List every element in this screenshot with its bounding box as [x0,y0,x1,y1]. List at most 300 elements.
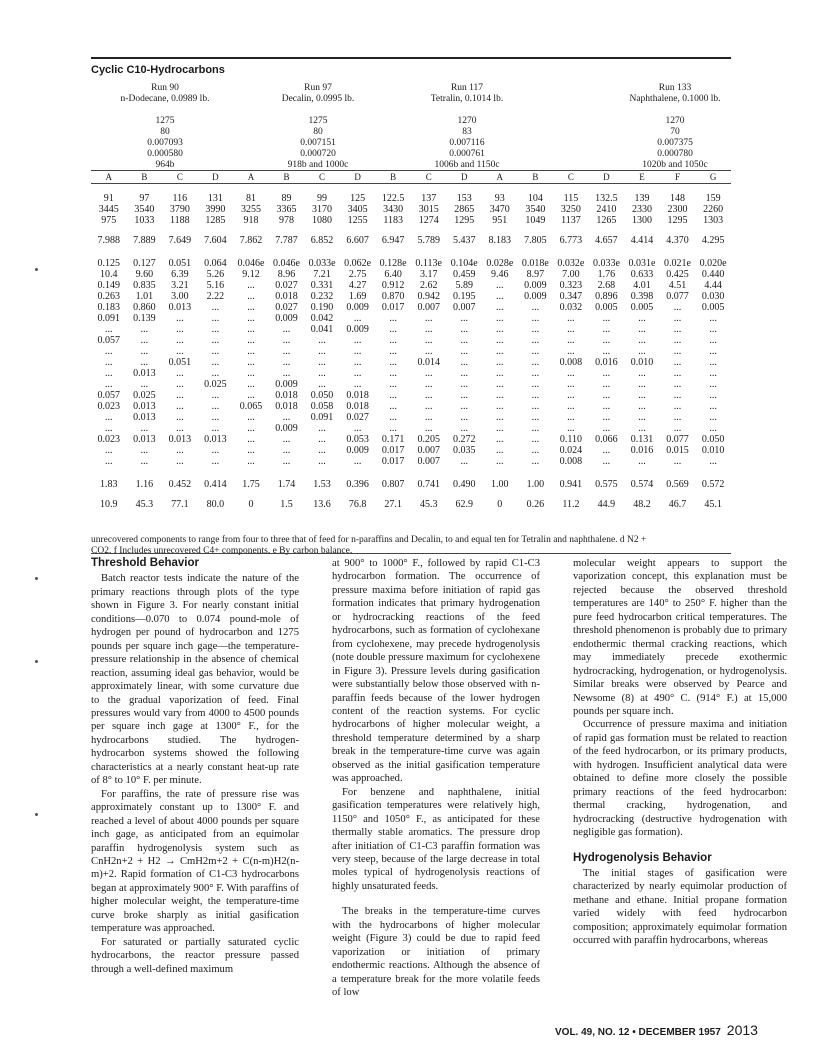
table-cell: 0.131 [630,434,654,445]
table-cell: 0.050 [310,390,334,401]
table-cell: 7.988 [97,235,121,246]
table-cell: 0.171 [381,434,405,445]
table-cell: ... [353,346,362,357]
table-cell: ... [282,456,291,467]
table-cell: 0.896 [595,291,618,302]
table-cell: ... [140,335,149,346]
table-cell: 0.870 [381,291,405,302]
table-cell: ... [602,346,611,357]
table-cell: 0.005 [701,302,725,313]
table-cell: ... [247,357,255,368]
table-cell: ... [460,423,468,434]
table-cell: ... [709,456,717,467]
table-cell: 1255 [347,215,368,226]
table-cell: ... [211,302,220,313]
margin-mark [35,660,38,663]
table-cell: ... [105,368,113,379]
table-row [91,335,731,346]
table-cell: ... [318,423,326,434]
page-number: 2013 [726,1022,758,1038]
table-cell: ... [105,456,113,467]
table-cell: ... [247,291,255,302]
table-cell: 80.0 [206,499,225,510]
run-feed: Decalin, 0.0995 lb. [281,94,355,104]
paragraph: For paraffins, the rate of pressure rise was approximately constant up to 1300° F. and reached a level of about 4000 pounds per square inch gage, as anticipated from an equimolar paraffin hydrogenolysis system such as CnH2n+2 + H2 → CmH2m+2 + C(n-m)H2(n-m)+2. Rapid formation of C1-C3 hydrocarbons began at approximately 900° F. With paraffins of higher molecular weight, the temperature-time curve broke sharply as initial gasification temperature was approached. [91,788,299,935]
table-row [91,499,731,510]
table-cell: 1080 [312,215,333,226]
table-cell: 7.649 [168,235,192,246]
table-cell: 2865 [454,204,475,215]
column-header: C [553,171,589,184]
table-cell: ... [709,357,717,368]
table-cell: 76.8 [348,499,367,510]
table-cell: ... [496,324,504,335]
table-cell: ... [638,456,646,467]
table-cell: ... [140,456,149,467]
table-cell: 1.01 [135,291,154,302]
table-cell: ... [531,335,540,346]
table-cell: 0.033e [592,258,620,269]
table-cell: 8.96 [277,269,296,280]
table-title: Cyclic C10-Hydrocarbons [91,64,225,76]
table-cell: 3540 [134,204,155,215]
table-cell: 0.064 [204,258,227,269]
table-cell: 0.942 [417,291,440,302]
margin-mark [35,268,38,271]
table-cell: ... [318,456,326,467]
table-cell: 7.889 [133,235,156,246]
column-header: G [695,171,731,184]
table-cell: 0.009 [346,445,369,456]
table-cell: ... [496,423,504,434]
table-cell: ... [282,412,291,423]
table-cell: 975 [101,215,117,226]
condition-value: 0.000761 [449,149,485,159]
section-heading: Threshold Behavior [91,557,199,569]
table-cell: 7.604 [204,235,227,246]
table-cell: 0.023 [97,401,121,412]
table-cell: 159 [705,193,721,204]
table-row [91,412,731,423]
table-cell: ... [602,379,611,390]
run-label: Run 90 [151,83,179,93]
table-cell: 0.017 [381,302,405,313]
table-cell: 0.091 [310,412,334,423]
table-cell: ... [638,390,646,401]
table-cell: ... [638,313,646,324]
table-cell: 10.4 [100,269,118,280]
table-cell: 0.027 [275,302,298,313]
table-cell: 0.013 [133,434,156,445]
table-cell: 918 [243,215,259,226]
table-cell: ... [496,335,504,346]
text-column-1 [91,557,299,976]
table-cell: 0.205 [417,434,440,445]
paragraph: The breaks in the temperature-time curves with the hydrocarbons of higher molecular weight (Figure 3) could be due to rapid feed vaporization or initiation of primary endothermic reactions. Although the absence of a temperature break for the more volatile feeds of low [332,906,540,999]
table-cell: ... [496,302,504,313]
row-spacer [91,467,731,479]
table-cell: 0.741 [417,479,440,490]
table-cell: ... [567,346,575,357]
condition-value: 0.000780 [657,149,693,159]
table-cell: 0.035 [452,445,476,456]
table-cell: 0.015 [666,445,689,456]
table-cell: ... [389,368,397,379]
table-cell: 1265 [596,215,617,226]
column-header: C [304,171,340,184]
table-cell: ... [673,335,682,346]
table-cell: 0.125 [97,258,121,269]
table-cell: ... [638,368,646,379]
table-cell: ... [389,390,397,401]
table-cell: 0.031e [628,258,656,269]
table-cell: 0.018 [275,401,298,412]
table-cell: 1033 [134,215,155,226]
table-cell: 0.020e [699,258,727,269]
table-cell: 0.398 [630,291,654,302]
table-cell: 6.39 [171,269,189,280]
table-cell: ... [460,357,468,368]
table-cell: 2.68 [597,280,616,291]
table-cell: ... [389,324,397,335]
table-cell: 125 [350,193,366,204]
table-cell: 4.44 [704,280,722,291]
table-cell: 1.69 [348,291,367,302]
table-cell: ... [709,346,717,357]
table-cell: ... [353,456,362,467]
table-cell: ... [176,346,184,357]
table-cell: 0.014 [417,357,440,368]
table-cell: 8.97 [526,269,545,280]
table-cell: ... [176,324,184,335]
table-cell: 0.941 [559,479,583,490]
row-spacer [91,184,731,194]
table-cell: ... [282,324,291,335]
run-conditions-133 [600,116,750,171]
table-cell: 0.572 [701,479,725,490]
table-cell: ... [496,434,504,445]
table-cell: 0.009 [346,324,369,335]
table-cell: ... [602,445,611,456]
section-heading: Hydrogenolysis Behavior [573,851,712,864]
table-cell: 1.5 [280,499,293,510]
table-cell: ... [673,390,682,401]
table-cell: ... [460,368,468,379]
condition-value: 1006b and 1150c [434,160,500,170]
table-cell: ... [353,368,362,379]
table-cell: 45.3 [135,499,154,510]
table-row [91,456,731,467]
paragraph: The initial stages of gasification were characterized by nearly equimolar production of methane and ethane. Initial propane formation varied widely with feed hydrocarbon composition; approximately equimolar formation occurred with paraffin hydrocarbons, whereas [573,867,787,947]
table-cell: 0.195 [452,291,476,302]
table-cell: ... [531,423,540,434]
table-cell: 1295 [454,215,475,226]
top-rule [91,57,731,59]
table-cell: 0.459 [452,269,476,280]
table-cell: 4.01 [633,280,651,291]
run-label: Run 133 [658,83,692,93]
table-cell: ... [353,423,362,434]
table-cell: 0.183 [97,302,121,313]
column-header: A [233,171,269,184]
table-cell: 978 [279,215,294,226]
row-spacer [91,226,731,235]
table-row [91,269,731,280]
table-cell: ... [105,445,113,456]
table-cell: 0.912 [381,280,405,291]
table-cell: 0.046e [237,258,265,269]
table-cell: 0.440 [701,269,725,280]
table-cell: 2.75 [348,269,367,280]
table-cell: ... [602,313,611,324]
run-label: Run 117 [450,83,484,93]
column-header: D [198,171,234,184]
table-row [91,445,731,456]
table-cell: 13.6 [313,499,331,510]
table-cell: 2300 [667,204,688,215]
table-cell: 1295 [667,215,688,226]
table-cell: 7.805 [524,235,547,246]
table-cell: 0.077 [666,434,689,445]
table-row [91,204,731,215]
row-spacer [91,246,731,258]
table-cell: ... [567,324,575,335]
paragraph: at 900° to 1000° F., followed by rapid C1-C3 hydrocarbon formation. The occurrence of pressure maxima before initiation of rapid gas formation indicates that primary hydrogenation or hydrocracking reactions of the feed hydrocarbons, such as formation of cyclohexane from cyclohexene, may precede hydrogenolysis (note double pressure maximum for cyclohexene in Figure 3). Pressure levels during gasification were substantially below those observed with n-paraffin feeds because of the lower hydrogen content of the reaction systems. For cyclic hydrocarbons of higher molecular weight, a threshold temperature determined by a sharp break in the temperature-time curve was again observed as the initial gasification temperature was approached. [332,558,540,785]
table-cell: ... [602,423,611,434]
table-cell: ... [460,324,468,335]
condition-value: 0.007375 [657,138,693,148]
table-cell: ... [638,412,646,423]
table-cell: ... [531,401,540,412]
table-cell: ... [673,423,682,434]
table-cell: ... [176,445,184,456]
table-cell: 0.018 [275,390,298,401]
table-cell: 46.7 [668,499,687,510]
table-cell: ... [211,390,220,401]
table-cell: 0.041 [310,324,334,335]
table-cell: 7.00 [562,269,580,280]
table-cell: 0.033e [308,258,336,269]
table-cell: ... [460,313,468,324]
table-cell: ... [140,445,149,456]
paragraph: For benzene and naphthalene, initial gasification temperatures were relatively high, 1150° and 1050° F., as anticipated for these thermally stable aromatics. The pressure drop after initiation of C1-C3 paraffin formation was very steep, because of the large decrease in total moles typical of hydrogenolysis reactions of highly unsaturated feeds. [332,786,540,892]
table-cell: 6.773 [559,235,583,246]
table-cell: 1.53 [313,479,331,490]
table-cell: 5.89 [455,280,473,291]
column-header: C [162,171,198,184]
table-row [91,280,731,291]
table-cell: ... [247,390,255,401]
table-cell: 0.077 [666,291,689,302]
table-cell: 0.058 [310,401,334,412]
table-cell: ... [602,456,611,467]
table-cell: ... [282,445,291,456]
table-cell: ... [567,423,575,434]
table-cell: ... [531,346,540,357]
table-cell: ... [140,423,149,434]
table-cell: 3.00 [171,291,189,302]
table-cell: 3365 [276,204,297,215]
footnote-line: CO2. f Includes unrecovered C4+ components. e By carbon balance. [91,546,353,556]
table-cell: ... [638,335,646,346]
table-cell: ... [709,412,717,423]
table-cell: ... [709,401,717,412]
table-cell: 148 [670,193,686,204]
table-cell: 116 [172,193,188,204]
table-cell: 0.113e [415,258,442,269]
run-conditions-97 [253,116,383,171]
table-cell: ... [496,280,504,291]
table-cell: 139 [634,193,650,204]
table-cell: ... [496,368,504,379]
table-cell: 0.066 [595,434,618,445]
table-cell: ... [531,324,540,335]
paragraph: For saturated or partially saturated cyclic hydrocarbons, the reactor pressure passed through a well-defined maximum [91,936,299,975]
table-cell: 1183 [383,215,403,226]
table-cell: ... [638,324,646,335]
table-cell: 4.370 [666,235,689,246]
table-cell: ... [460,346,468,357]
table-cell: ... [460,335,468,346]
table-cell: 0.414 [204,479,227,490]
table-cell: 0.490 [452,479,476,490]
table-cell: ... [638,379,646,390]
table-cell: ... [424,379,433,390]
table-cell: 122.5 [381,193,405,204]
table-cell: 77.1 [171,499,189,510]
table-cell: 0.042 [310,313,334,324]
table-cell: 7.21 [313,269,331,280]
column-header: B [518,171,554,184]
table-cell: 44.9 [597,499,616,510]
table-cell: 0.331 [310,280,334,291]
table-cell: ... [282,357,291,368]
table-cell: 0.013 [133,368,156,379]
table-cell: ... [424,313,433,324]
table-cell: ... [424,412,433,423]
table-cell: ... [247,423,255,434]
margin-mark [35,577,38,580]
table-cell: ... [247,379,255,390]
table-cell: 81 [245,193,256,204]
table-cell: ... [176,379,184,390]
table-cell: ... [389,357,397,368]
table-cell: 5.437 [452,235,476,246]
run-label: Run 97 [304,83,332,93]
table-cell: ... [247,313,255,324]
table-cell: 0.633 [630,269,654,280]
table-cell: 1.00 [491,479,509,490]
table-cell: ... [211,324,220,335]
table-cell: 3990 [205,204,226,215]
table-cell: 0.051 [168,258,192,269]
table-cell: ... [531,390,540,401]
table-cell: 3430 [383,204,404,215]
table-cell: ... [318,346,326,357]
table-cell: 3540 [525,204,546,215]
table-cell: ... [211,346,220,357]
data-table [91,170,731,510]
column-header: A [482,171,518,184]
table-cell: 1049 [525,215,546,226]
table-cell: 6.607 [346,235,369,246]
table-cell: 4.414 [630,235,654,246]
table-cell: 0.149 [97,280,121,291]
table-cell: 11.2 [562,499,580,510]
table-cell: 0.010 [630,357,654,368]
table-cell: ... [353,379,362,390]
table-cell: 0.807 [381,479,405,490]
row-spacer [91,490,731,499]
column-header: D [340,171,376,184]
table-cell: 0 [497,499,503,510]
table-cell: 1.16 [135,479,154,490]
table-cell: 2330 [631,204,652,215]
table-cell: ... [105,357,113,368]
condition-value: 80 [160,127,170,137]
table-cell: 0.027 [275,280,298,291]
table-cell: ... [140,357,149,368]
table-cell: 1.75 [242,479,260,490]
table-cell: ... [602,368,611,379]
paragraph: Batch reactor tests indicate the nature of the primary reactions through plots of the type shown in Figure 3. For nearly constant initial conditions—0.070 to 0.074 pound-mole of hydrogen per pound of hydrocarbon and 1275 pounds per square inch gage—the temperature-pressure relationship in the absence of chemical reaction, assuming ideal gas behavior, would be approximately linear, with some curvature due to the gradual vaporization of feed. Final pressures would vary from 4000 to 4500 pounds per square inch gage at 1300° F., for the hydrocarbons studied. The hydrogen-hydrocarbon systems showed the following characteristics at a nearly constant heat-up rate of 8° to 10° F. per minute. [91,573,299,787]
table-cell: ... [567,335,575,346]
table-cell: ... [140,379,149,390]
table-cell: ... [211,313,220,324]
table-cell: ... [282,434,291,445]
table-row [91,423,731,434]
table-cell: 0.013 [168,302,192,313]
table-cell: ... [211,412,220,423]
table-cell: 4.27 [348,280,367,291]
table-cell: ... [496,401,504,412]
table-cell: 4.51 [668,280,687,291]
table-cell: ... [709,324,717,335]
run-header-90 [100,83,230,105]
table-cell: ... [211,456,220,467]
table-cell: 91 [103,193,114,204]
table-row [91,313,731,324]
table-cell: ... [460,412,468,423]
table-cell: ... [496,412,504,423]
table-cell: ... [496,456,504,467]
table-cell: ... [531,445,540,456]
table-cell: ... [211,445,220,456]
table-cell: 0.272 [452,434,476,445]
table-cell: ... [353,335,362,346]
condition-value: 83 [462,127,472,137]
table-cell: 0.027 [346,412,369,423]
table-cell: ... [496,346,504,357]
table-cell: ... [140,346,149,357]
table-cell: 0.005 [595,302,618,313]
table-cell: 1188 [170,215,190,226]
table-cell: ... [247,324,255,335]
table-cell: ... [424,335,433,346]
paragraph: Occurrence of pressure maxima and initiation of rapid gas formation must be related to reaction of the feed hydrocarbon, or its primary products, with hydrogen. Insufficient analytical data were obtained to define more closely the possible primary reactions of the feed hydrocarbon: thermal cracking, hydrogenation, and hydrocracking (destructive hydrogenation with negligible gas formation). [573,719,787,839]
condition-value: 0.000720 [300,149,336,159]
table-cell: ... [673,302,682,313]
column-header: C [411,171,447,184]
table-cell: ... [496,379,504,390]
table-cell: ... [673,456,682,467]
table-cell: ... [709,390,717,401]
table-cell: ... [424,401,433,412]
table-cell: ... [105,412,113,423]
table-cell: ... [460,390,468,401]
run-conditions-90 [100,116,230,171]
table-cell: 0.009 [275,423,298,434]
